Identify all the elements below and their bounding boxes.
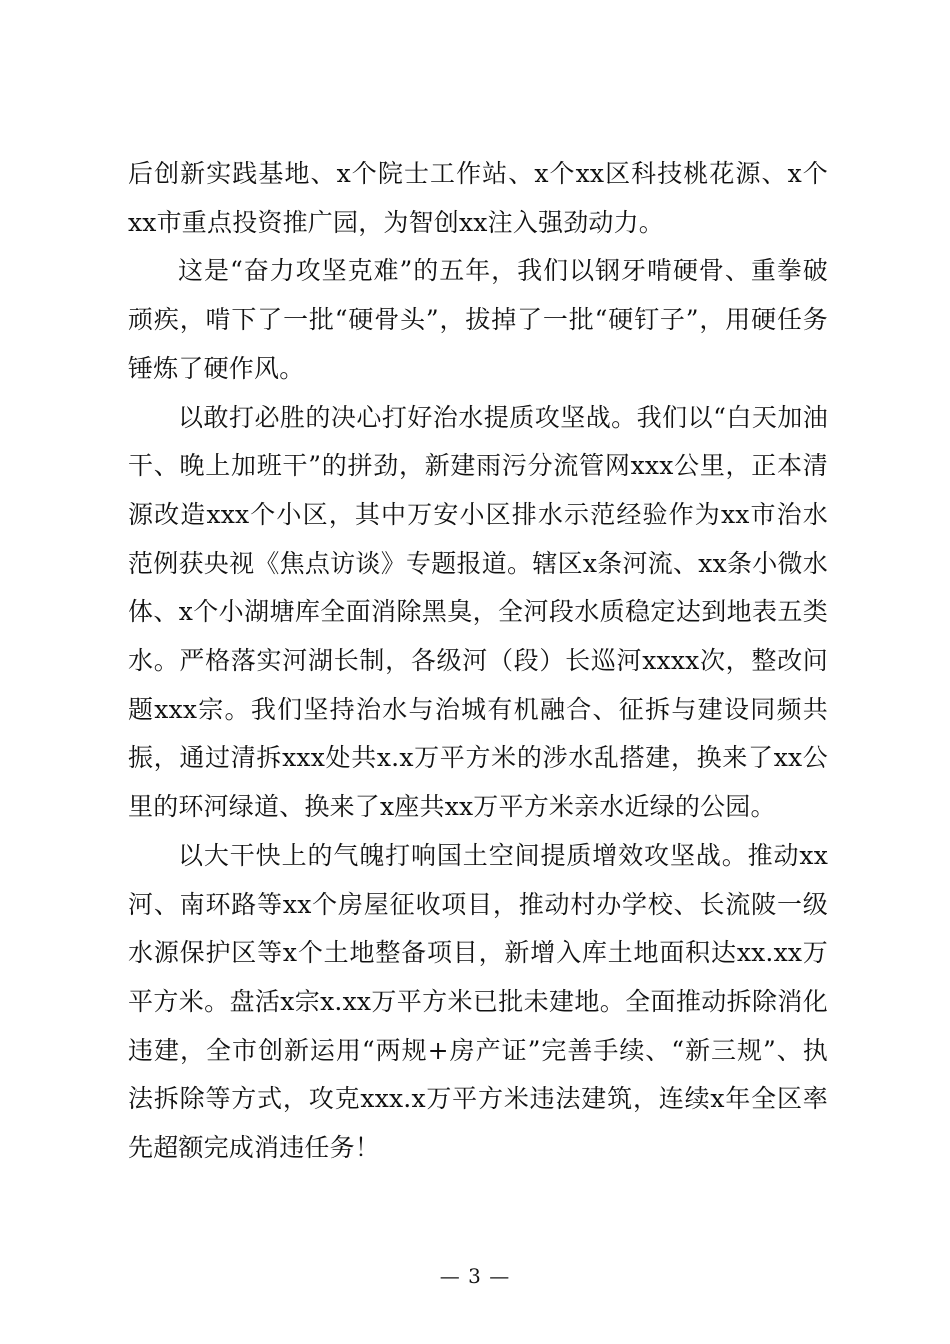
paragraph-3: 以敢打必胜的决心打好治水提质攻坚战。我们以“白天加油干、晚上加班干”的拼劲，新建雨污分流管网xxx公里，正本清源改造xxx个小区，其中万安小区排水示范经验作为xx市治水范例获央视《焦点访谈》专题报道。辖区x条河流、xx条小微水体、x个小湖塘库全面消除黑臭，全河段水质稳定达到地表五类水。严格落实河湖长制，各级河（段）长巡河xxxx次，整改问题xxx宗。我们坚持治水与治城有机融合、征拆与建设同频共振，通过清拆xxx处共x.x万平方米的涉水乱搭建，换来了xx公里的环河绿道、换来了x座共xx万平方米亲水近绿的公园。 (128, 402, 828, 822)
document-body (128, 150, 828, 1173)
paragraph-4: 以大干快上的气魄打响国土空间提质增效攻坚战。推动xx河、南环路等xx个房屋征收项目，推动村办学校、长流陂一级水源保护区等x个土地整备项目，新增入库土地面积达xx.xx万平方米。盘活x宗x.xx万平方米已批未建地。全面推动拆除消化违建，全市创新运用“两规+房产证”完善手续、“新三规”、执法拆除等方式，攻克xxx.x万平方米违法建筑，连续x年全区率先超额完成消违任务！ (128, 840, 828, 1163)
paragraph-2: 这是“奋力攻坚克难”的五年，我们以钢牙啃硬骨、重拳破顽疾，啃下了一批“硬骨头”，拔掉了一批“硬钉子”，用硬任务锤炼了硬作风。 (128, 256, 828, 383)
paragraph-1: 后创新实践基地、x个院士工作站、x个xx区科技桃花源、x个xx市重点投资推广园，为智创xx注入强劲动力。 (128, 159, 828, 237)
page-number: — 3 — (439, 1264, 511, 1288)
